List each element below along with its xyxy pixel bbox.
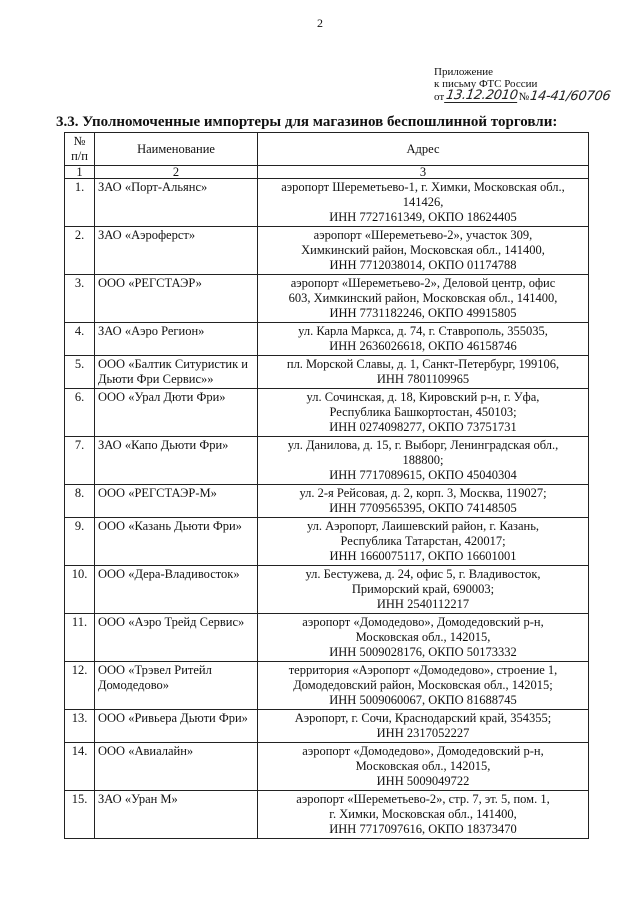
table-row (65, 791, 589, 839)
address-line: Республика Татарстан, 420017; (340, 534, 506, 548)
importers-table (64, 132, 589, 839)
importer-name: ООО «Аэро Трейд Сервис» (95, 614, 258, 662)
table-index-row (65, 166, 589, 179)
row-number: 7. (65, 437, 95, 485)
importer-name: ООО «Ривьера Дьюти Фри» (95, 710, 258, 743)
table-header-row (65, 133, 589, 166)
address-line: аэропорт «Домодедово», Домодедовский р-н, (302, 615, 544, 629)
importer-name: ООО «Балтик Ситуристик и Дьюти Фри Сервис»» (95, 356, 258, 389)
importer-name: ЗАО «Уран М» (95, 791, 258, 839)
table-row (65, 518, 589, 566)
row-number: 12. (65, 662, 95, 710)
header-address: Адрес (258, 133, 589, 166)
importer-address (258, 566, 589, 614)
row-number: 10. (65, 566, 95, 614)
importer-address (258, 614, 589, 662)
row-number: 15. (65, 791, 95, 839)
table-row (65, 566, 589, 614)
index-cell: 3 (258, 166, 589, 179)
table-row (65, 179, 589, 227)
importer-address (258, 710, 589, 743)
address-line: 188800; (402, 453, 444, 467)
address-line: ИНН 5009060067, ОКПО 81688745 (329, 693, 517, 707)
row-number: 8. (65, 485, 95, 518)
address-line: ИНН 7727161349, ОКПО 18624405 (329, 210, 517, 224)
address-line: Приморский край, 690003; (351, 582, 495, 596)
importer-name: ООО «Дера-Владивосток» (95, 566, 258, 614)
address-line: аэропорт «Шереметьево-2», Деловой центр, офис (290, 276, 556, 290)
appendix-line1: Приложение (434, 66, 494, 78)
address-line: аэропорт «Шереметьево-2», стр. 7, эт. 5, пом. 1, (296, 792, 550, 806)
row-number: 11. (65, 614, 95, 662)
address-line: ИНН 2540112217 (376, 597, 470, 611)
address-line: ИНН 7717089615, ОКПО 45040304 (329, 468, 517, 482)
importer-address (258, 275, 589, 323)
table-row (65, 227, 589, 275)
row-number: 1. (65, 179, 95, 227)
importer-address (258, 662, 589, 710)
importer-address (258, 227, 589, 275)
address-line: ул. Бестужева, д. 24, офис 5, г. Владивосток, (305, 567, 541, 581)
address-line: ИНН 1660075117, ОКПО 16601001 (329, 549, 517, 563)
row-number: 14. (65, 743, 95, 791)
address-line: ул. Данилова, д. 15, г. Выборг, Ленинградская обл., (287, 438, 559, 452)
importer-name: ООО «РЕГСТАЭР-М» (95, 485, 258, 518)
row-number: 2. (65, 227, 95, 275)
address-line: ул. 2-я Рейсовая, д. 2, корп. 3, Москва, 119027; (299, 486, 547, 500)
address-line: ИНН 2636026618, ОКПО 46158746 (329, 339, 517, 353)
address-line: Домодедовский район, Московская обл., 142015; (293, 678, 553, 692)
importer-name: ЗАО «Аэроферст» (95, 227, 258, 275)
address-line: аэропорт Шереметьево-1, г. Химки, Московская обл., (281, 180, 565, 194)
appendix-ref-line (434, 90, 610, 103)
address-line: ИНН 7801109965 (376, 372, 470, 386)
header-no: № п/п (65, 133, 95, 166)
address-line: Аэропорт, г. Сочи, Краснодарский край, 354355; (294, 711, 552, 725)
address-line: Московская обл., 142015, (355, 630, 491, 644)
importer-address (258, 485, 589, 518)
row-number: 5. (65, 356, 95, 389)
row-number: 4. (65, 323, 95, 356)
importer-name: ООО «Авиалайн» (95, 743, 258, 791)
address-line: 603, Химкинский район, Московская обл., 141400, (288, 291, 558, 305)
importer-name: ООО «Трэвел Ритейл Домодедово» (95, 662, 258, 710)
address-line: ИНН 2317052227 (376, 726, 470, 740)
importer-address (258, 518, 589, 566)
importer-name: ООО «Урал Дюти Фри» (95, 389, 258, 437)
address-line: г. Химки, Московская обл., 141400, (329, 807, 517, 821)
table-row (65, 389, 589, 437)
address-line: 141426, (402, 195, 444, 209)
page-number: 2 (317, 16, 323, 30)
importer-name: ЗАО «Аэро Регион» (95, 323, 258, 356)
table-row (65, 275, 589, 323)
address-line: ул. Карла Маркса, д. 74, г. Ставрополь, 355035, (298, 324, 548, 338)
table-row (65, 356, 589, 389)
address-line: Республика Башкортостан, 450103; (329, 405, 517, 419)
address-line: аэропорт «Шереметьево-2», участок 309, (313, 228, 533, 242)
table-row (65, 743, 589, 791)
section-title: 3.3. Уполномоченные импортеры для магазинов беспошлинной торговли: (56, 114, 558, 130)
row-number: 6. (65, 389, 95, 437)
table-row (65, 437, 589, 485)
address-line: аэропорт «Домодедово», Домодедовский р-н, (302, 744, 544, 758)
row-number: 13. (65, 710, 95, 743)
row-number: 3. (65, 275, 95, 323)
address-line: ИНН 7731182246, ОКПО 49915805 (329, 306, 517, 320)
importer-address (258, 323, 589, 356)
address-line: ИНН 7717097616, ОКПО 18373470 (329, 822, 517, 836)
importer-address (258, 791, 589, 839)
table-row (65, 485, 589, 518)
table-row (65, 323, 589, 356)
address-line: ул. Сочинская, д. 18, Кировский р-н, г. Уфа, (306, 390, 540, 404)
index-cell: 1 (65, 166, 95, 179)
appendix-from-label: от (434, 91, 445, 103)
appendix-line2: к письму ФТС России (434, 78, 538, 90)
handwritten-number: 14-41/60706 (529, 89, 612, 104)
importer-name: ЗАО «Порт-Альянс» (95, 179, 258, 227)
importer-address (258, 389, 589, 437)
importer-address (258, 743, 589, 791)
row-number: 9. (65, 518, 95, 566)
table-row (65, 614, 589, 662)
table-row (65, 710, 589, 743)
address-line: Химкинский район, Московская обл., 141400, (301, 243, 545, 257)
address-line: ИНН 7712038014, ОКПО 01174788 (329, 258, 517, 272)
appendix-block (434, 66, 610, 103)
importer-address (258, 437, 589, 485)
importer-name: ЗАО «Капо Дьюти Фри» (95, 437, 258, 485)
header-name: Наименование (95, 133, 258, 166)
importer-name: ООО «РЕГСТАЭР» (95, 275, 258, 323)
importer-address (258, 179, 589, 227)
address-line: территория «Аэропорт «Домодедово», строение 1, (288, 663, 558, 677)
address-line: ИНН 5009049722 (376, 774, 470, 788)
table-row (65, 662, 589, 710)
appendix-number-label: № (518, 91, 530, 103)
address-line: ИНН 7709565395, ОКПО 74148505 (329, 501, 517, 515)
address-line: Московская обл., 142015, (355, 759, 491, 773)
index-cell: 2 (95, 166, 258, 179)
importer-name: ООО «Казань Дьюти Фри» (95, 518, 258, 566)
address-line: ИНН 0274098277, ОКПО 73751731 (329, 420, 517, 434)
address-line: ИНН 5009028176, ОКПО 50173332 (329, 645, 517, 659)
importer-address (258, 356, 589, 389)
handwritten-date: 13.12.2010 (445, 88, 519, 103)
address-line: пл. Морской Славы, д. 1, Санкт-Петербург, 199106, (286, 357, 560, 371)
address-line: ул. Аэропорт, Лаишевский район, г. Казань, (306, 519, 540, 533)
